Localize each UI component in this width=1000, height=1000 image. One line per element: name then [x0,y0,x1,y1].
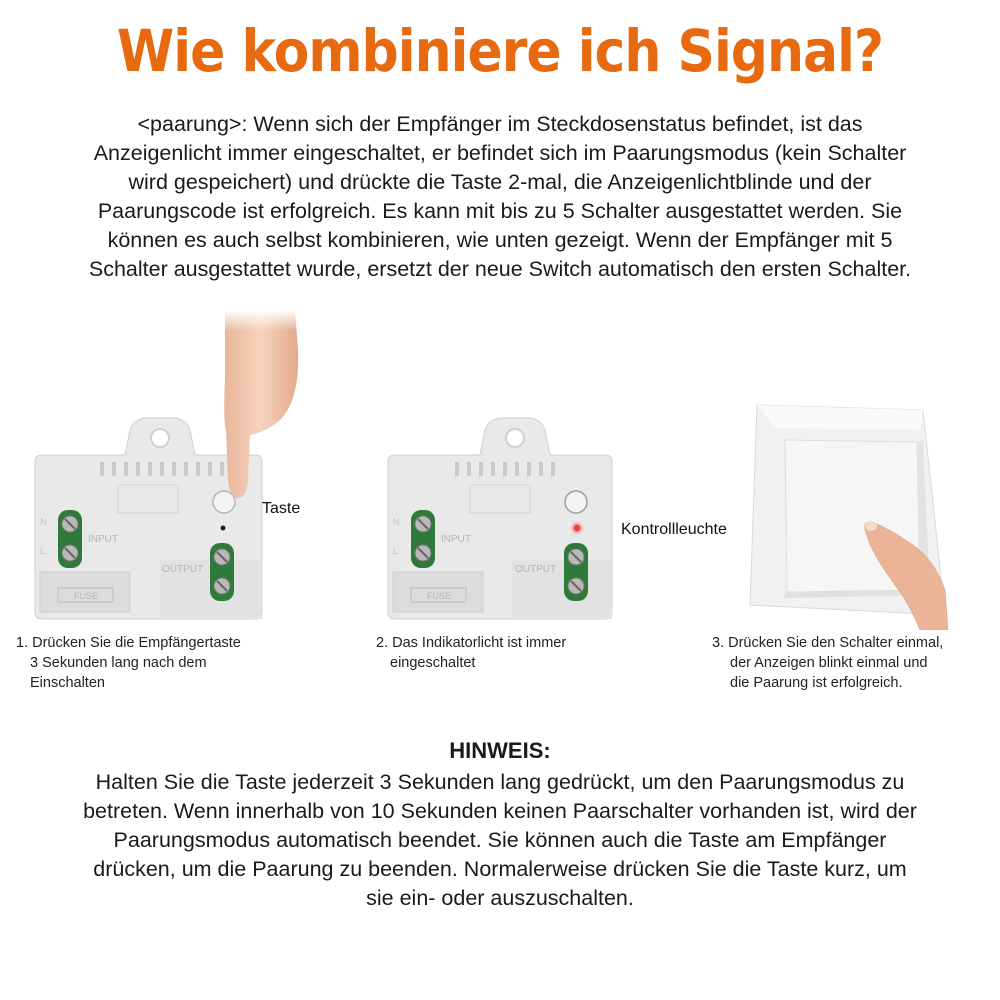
receiver-device-1 [10,310,310,630]
note-paragraph: Halten Sie die Taste jederzeit 3 Sekunden lang gedrückt, um den Paarungsmodus zu betreten. Wenn innerhalb von 10 Sekunden keinen Paarschalter vorhanden ist, wird der Paarungsmodus automatisch beendet. Sie können auch die Taste am Empfänger drücken, um die Paarung zu beenden. Normalerweise drücken Sie die Taste kurz, um sie ein- oder auszuschalten. [83,770,917,910]
output-label: OUTPUT [162,564,204,575]
step-3-caption: 3. Drücken Sie den Schalter einmal, der Anzeigen blinkt einmal und die Paarung ist erfolgreich. [712,635,944,691]
input-label: INPUT [88,534,118,545]
button-label: Taste [262,500,301,517]
step-2-caption: 2. Das Indikatorlicht ist immer eingeschaltet [376,635,567,671]
indicator-label: Kontrollleuchte [621,521,727,538]
n-label: N [40,517,47,527]
l-label: L [393,546,399,556]
note-heading: HINWEIS: [449,738,551,763]
receiver-device-2 [365,310,625,630]
input-label: INPUT [441,534,471,545]
page-title: Wie kombiniere ich Signal? [116,18,884,86]
output-label: OUTPUT [515,564,557,575]
l-label: L [40,546,46,556]
n-label: N [393,517,400,527]
step-1-caption: 1. Drücken Sie die Empfängertaste 3 Sekunden lang nach dem Einschalten [16,635,241,691]
fuse-label: FUSE [74,591,99,601]
fuse-label: FUSE [427,591,452,601]
wall-switch [745,400,960,630]
intro-paragraph: <paarung>: Wenn sich der Empfänger im Steckdosenstatus befindet, ist das Anzeigenlicht immer eingeschaltet, er befindet sich im Paarungsmodus (kein Schalter wird gespeichert) und drückte die Taste 2-mal, die Anzeigenlichtblinde und der Paarungscode ist erfolgreich. Es kann mit bis zu 5 Schalter ausgestattet werden. Sie können es auch selbst kombinieren, wie unten gezeigt. Wenn der Empfänger mit 5 Schalter ausgestattet wurde, ersetzt der neue Switch automatisch den ersten Schalter. [88,112,912,281]
